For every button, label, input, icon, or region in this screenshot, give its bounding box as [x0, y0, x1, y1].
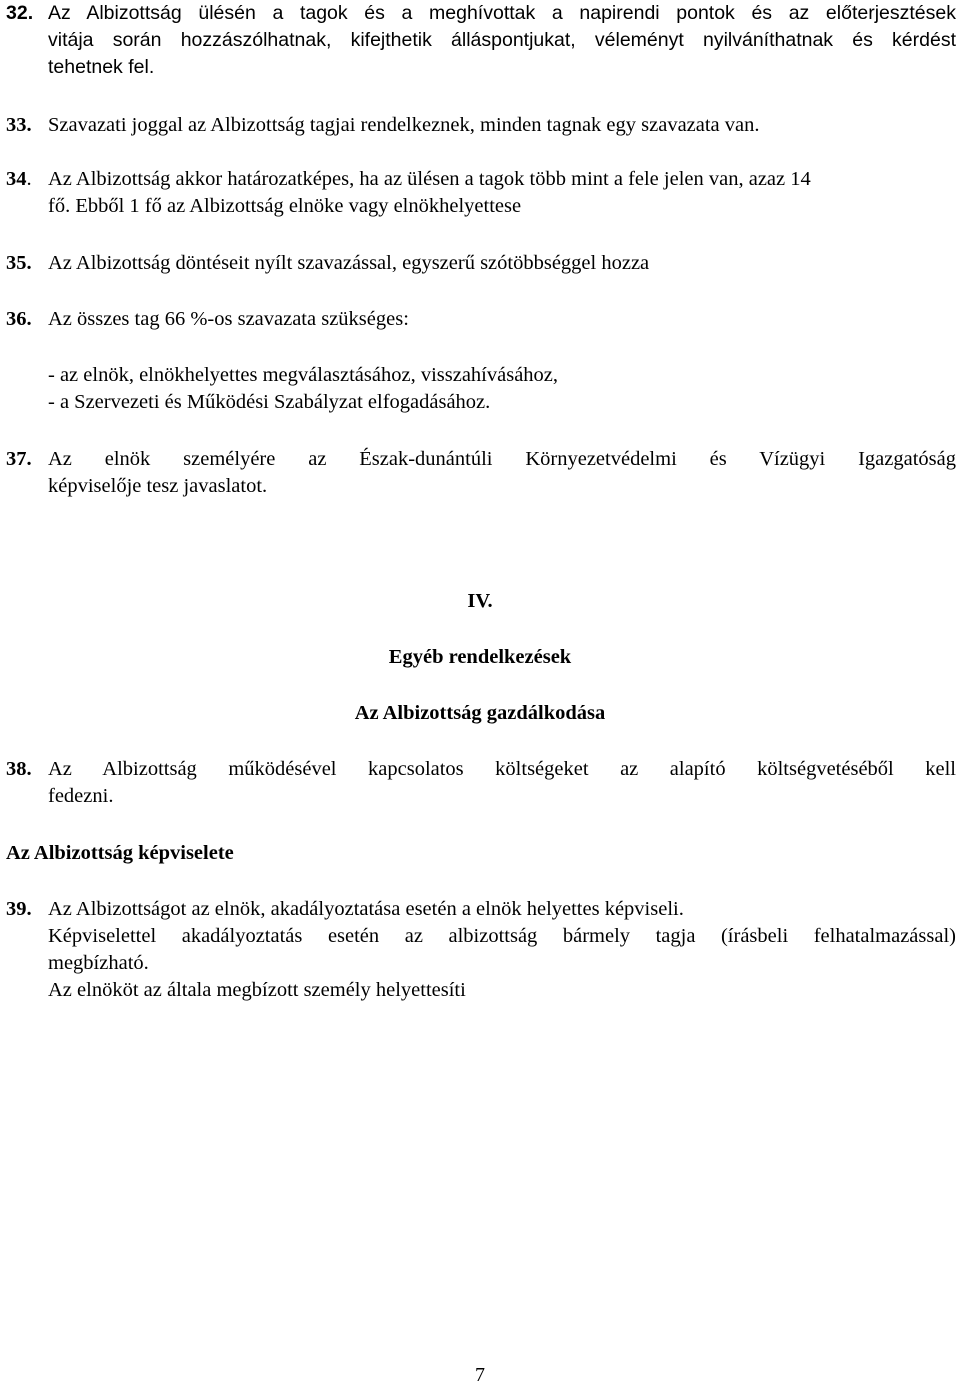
- paragraph-39: [0, 896, 956, 1004]
- text-line: tehetnek fel.: [48, 56, 155, 78]
- item-number: 34.: [6, 168, 32, 190]
- paragraph-32: [0, 0, 956, 81]
- text-line: vitája során hozzászólhatnak, kifejthetik álláspontjukat, véleményt nyilváníthatnak és kérdést: [48, 29, 956, 51]
- text-line: Az elnök személyére az Észak-dunántúli Környezetvédelmi és Vízügyi Igazgatóság: [48, 448, 956, 470]
- text-line: fő. Ebből 1 fő az Albizottság elnöke vagy elnökhelyettese: [48, 195, 522, 217]
- item-number: 33.: [6, 114, 32, 136]
- item-number: 38.: [6, 758, 32, 780]
- paragraph-text: [48, 0, 956, 81]
- item-number: 39.: [6, 898, 32, 920]
- paragraph-35: [0, 250, 956, 277]
- paragraph-text: [48, 112, 956, 139]
- paragraph-text: [48, 896, 956, 1004]
- text-line: Az Albizottság döntéseit nyílt szavazással, egyszerű szótöbbséggel hozza: [48, 252, 650, 274]
- chapter-title: Egyéb rendelkezések: [388, 646, 572, 668]
- page-number: 7: [475, 1364, 485, 1386]
- item-number: 37.: [6, 448, 32, 470]
- list-item: - a Szervezeti és Működési Szabályzat elfogadásához.: [48, 391, 491, 413]
- text-line: Szavazati joggal az Albizottság tagjai rendelkeznek, minden tagnak egy szavazata van.: [48, 114, 760, 136]
- paragraph-text: [48, 250, 956, 277]
- text-line: képviselője tesz javaslatot.: [48, 475, 268, 497]
- text-line: Az elnököt az általa megbízott személy helyettesíti: [48, 979, 466, 1001]
- text-line: Az Albizottság működésével kapcsolatos költségeket az alapító költségvetéséből kell: [48, 758, 956, 780]
- paragraph-text: [48, 446, 956, 500]
- item-number: 35.: [6, 252, 32, 274]
- text-line: Az Albizottság ülésén a tagok és a meghívottak a napirendi pontok és az előterjesztések: [48, 2, 956, 24]
- chapter-numeral: IV.: [467, 590, 493, 612]
- text-line: megbízható.: [48, 952, 149, 974]
- paragraph-37: [0, 446, 956, 500]
- paragraph-36-sublist: [48, 362, 956, 416]
- paragraph-36: [0, 306, 956, 333]
- text-line: fedezni.: [48, 785, 114, 807]
- text-line: Az összes tag 66 %-os szavazata szükséges:: [48, 308, 409, 330]
- section-title: Az Albizottság gazdálkodása: [354, 702, 606, 724]
- paragraph-33: [0, 112, 956, 139]
- paragraph-38: [0, 756, 956, 810]
- list-item: - az elnök, elnökhelyettes megválasztásához, visszahívásához,: [48, 364, 559, 386]
- text-line: Képviselettel akadályoztatás esetén az albizottság bármely tagja (írásbeli felhatalmazással): [48, 925, 956, 947]
- item-number: 36.: [6, 308, 32, 330]
- text-line: Az Albizottságot az elnök, akadályoztatása esetén a elnök helyettes képviseli.: [48, 898, 684, 920]
- text-line: Az Albizottság akkor határozatképes, ha az ülésen a tagok több mint a fele jelen van, azaz 14: [48, 168, 811, 190]
- item-number: 32.: [6, 2, 34, 24]
- paragraph-34: [0, 166, 956, 220]
- section-heading: Az Albizottság képviselete: [6, 842, 234, 864]
- paragraph-text: [48, 306, 956, 333]
- paragraph-text: [48, 756, 956, 810]
- paragraph-text: [48, 166, 956, 220]
